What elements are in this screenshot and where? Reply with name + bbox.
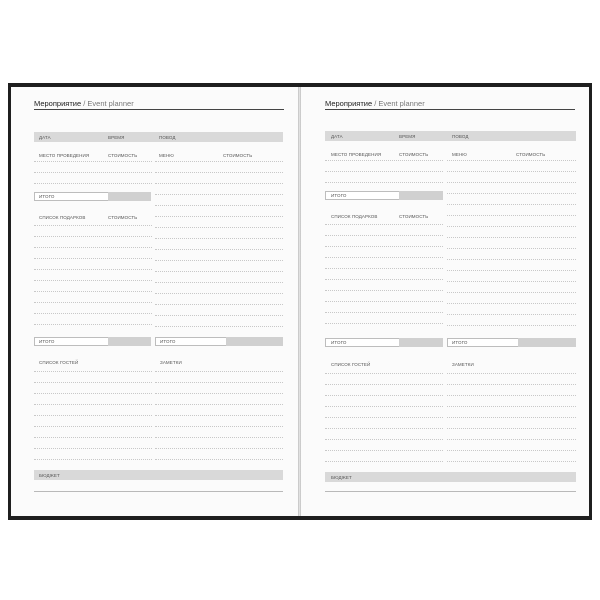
title-subtitle: Event planner [378,99,425,108]
guest-line [325,428,443,429]
venue-total-fill [108,192,151,201]
menu-line [447,237,576,238]
guest-line [325,406,443,407]
gift-line [325,279,443,280]
menu-line [447,171,576,172]
note-line [447,395,576,396]
menu-line [155,183,283,184]
note-line [447,450,576,451]
guest-line [325,417,443,418]
menu-line [447,314,576,315]
gift-line [325,268,443,269]
venue-line [325,171,443,172]
header-bar [325,131,576,141]
menu-line [155,172,283,173]
menu-cost-label: СТОИМОСТЬ [223,153,253,158]
note-line [155,426,283,427]
note-line [155,459,283,460]
budget-bar [325,472,576,482]
menu-line [155,238,283,239]
gifts-label: СПИСОК ПОДАРКОВ [331,214,378,219]
note-line [447,428,576,429]
budget-label: БЮДЖЕТ [331,475,352,480]
menu-line [155,326,283,327]
note-line [447,384,576,385]
note-line [447,373,576,374]
guest-line [325,450,443,451]
note-line [447,406,576,407]
note-line [447,461,576,462]
menu-total-fill [226,337,283,346]
page-title [34,99,134,108]
gifts-total-fill [108,337,151,346]
gifts-total-fill [399,338,443,347]
note-line [155,393,283,394]
guest-line [325,461,443,462]
menu-line [155,249,283,250]
page-title [325,99,425,108]
title-text: Мероприятие [34,99,82,108]
menu-line [447,281,576,282]
venue-total-label: ИТОГО [39,194,55,199]
notes-label: ЗАМЕТКИ [452,362,474,367]
guest-line [34,459,152,460]
guest-line [325,384,443,385]
menu-line [447,215,576,216]
menu-line [447,248,576,249]
venue-cost-label: СТОИМОСТЬ [399,152,429,157]
guest-line [325,439,443,440]
note-line [155,404,283,405]
menu-line [447,204,576,205]
guest-line [325,373,443,374]
guests-label: СПИСОК ГОСТЕЙ [39,360,79,365]
menu-line [155,293,283,294]
menu-line [155,161,283,162]
menu-label: МЕНЮ [159,153,174,158]
gift-line [34,313,152,314]
menu-line [447,160,576,161]
menu-line [447,325,576,326]
guest-line [34,404,152,405]
gift-line [34,324,152,325]
menu-line [155,271,283,272]
title-underline [325,109,575,110]
gift-line [325,257,443,258]
menu-line [155,205,283,206]
venue-line [34,183,152,184]
venue-total-fill [399,191,443,200]
note-line [155,415,283,416]
menu-label: МЕНЮ [452,152,467,157]
title-separator: / [83,99,86,108]
gift-line [325,323,443,324]
occasion-label: ПОВОД [159,135,176,140]
gifts-cost-label: СТОИМОСТЬ [108,215,138,220]
budget-line [34,491,283,492]
menu-line [447,259,576,260]
guest-line [34,426,152,427]
title-subtitle: Event planner [87,99,134,108]
gifts-label: СПИСОК ПОДАРКОВ [39,215,86,220]
note-line [155,437,283,438]
menu-total-fill [518,338,576,347]
venue-line [34,172,152,173]
gift-line [325,290,443,291]
guest-line [34,393,152,394]
gift-line [325,301,443,302]
budget-line [325,491,576,492]
notes-label: ЗАМЕТКИ [160,360,182,365]
gift-line [34,269,152,270]
menu-line [155,227,283,228]
note-line [447,439,576,440]
gift-line [34,258,152,259]
gift-line [34,280,152,281]
gift-line [325,235,443,236]
menu-line [155,216,283,217]
gifts-total-label: ИТОГО [331,340,347,345]
menu-cost-label: СТОИМОСТЬ [516,152,546,157]
title-text: Мероприятие [325,99,373,108]
menu-total-label: ИТОГО [160,339,176,344]
title-separator: / [374,99,377,108]
venue-line [325,182,443,183]
gift-line [325,224,443,225]
guest-line [34,371,152,372]
venue-label: МЕСТО ПРОВЕДЕНИЯ [331,152,382,157]
gifts-cost-label: СТОИМОСТЬ [399,214,429,219]
date-label: ДАТА [331,134,343,139]
gifts-total-label: ИТОГО [39,339,55,344]
budget-label: БЮДЖЕТ [39,473,60,478]
time-label: ВРЕМЯ [399,134,416,139]
gift-line [34,236,152,237]
menu-line [447,270,576,271]
guest-line [34,415,152,416]
gift-line [34,291,152,292]
note-line [155,382,283,383]
gift-line [34,225,152,226]
gift-line [325,312,443,313]
menu-line [155,282,283,283]
occasion-label: ПОВОД [452,134,469,139]
gift-line [34,302,152,303]
menu-line [155,194,283,195]
menu-line [447,303,576,304]
menu-line [447,193,576,194]
gift-line [34,247,152,248]
guest-line [34,382,152,383]
menu-line [155,315,283,316]
guest-line [34,448,152,449]
menu-line [447,292,576,293]
right-page [301,87,589,516]
venue-line [325,160,443,161]
menu-line [447,182,576,183]
venue-label: МЕСТО ПРОВЕДЕНИЯ [39,153,90,158]
note-line [155,448,283,449]
date-label: ДАТА [39,135,51,140]
note-line [447,417,576,418]
title-underline [34,109,284,110]
budget-bar [34,470,283,480]
guest-line [325,395,443,396]
guests-label: СПИСОК ГОСТЕЙ [331,362,371,367]
menu-line [155,260,283,261]
venue-cost-label: СТОИМОСТЬ [108,153,138,158]
venue-line [34,161,152,162]
menu-line [155,304,283,305]
note-line [155,371,283,372]
left-page [11,87,298,516]
menu-total-label: ИТОГО [452,340,468,345]
menu-line [447,226,576,227]
gift-line [325,246,443,247]
venue-total-label: ИТОГО [331,193,347,198]
time-label: ВРЕМЯ [108,135,125,140]
guest-line [34,437,152,438]
